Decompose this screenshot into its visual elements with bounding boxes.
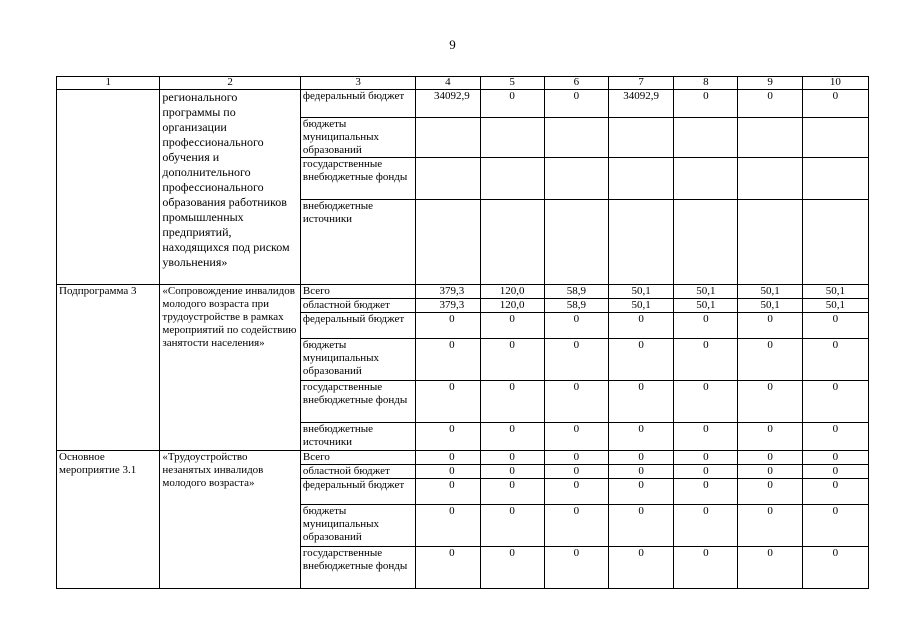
amount-cell: 0 <box>802 313 868 339</box>
program-description: «Сопровождение инвалидов молодого возраста при трудоустройстве в рамках мероприятий по содействию занятости населения» <box>160 285 301 451</box>
amount-cell <box>609 200 674 285</box>
amount-cell <box>544 158 608 200</box>
funding-source-label: федеральный бюджет <box>300 313 415 339</box>
amount-cell: 0 <box>416 505 480 547</box>
amount-cell: 0 <box>802 339 868 381</box>
amount-cell <box>674 158 738 200</box>
table-row <box>57 451 869 465</box>
funding-source-label: Всего <box>300 285 415 299</box>
amount-cell: 0 <box>674 381 738 423</box>
amount-cell: 0 <box>738 339 802 381</box>
amount-cell: 0 <box>544 465 608 479</box>
amount-cell: 120,0 <box>480 299 544 313</box>
column-header: 3 <box>300 77 415 90</box>
amount-cell <box>738 200 802 285</box>
funding-source-label: внебюджетные источники <box>300 423 415 451</box>
amount-cell <box>544 200 608 285</box>
amount-cell: 0 <box>544 90 608 118</box>
funding-source-label: федеральный бюджет <box>300 90 415 118</box>
amount-cell: 0 <box>544 339 608 381</box>
amount-cell: 0 <box>802 90 868 118</box>
amount-cell: 0 <box>609 451 674 465</box>
amount-cell <box>480 118 544 158</box>
amount-cell: 0 <box>416 465 480 479</box>
amount-cell: 0 <box>674 451 738 465</box>
amount-cell: 0 <box>674 547 738 589</box>
table-row <box>57 285 869 299</box>
program-description: «Трудоустройство незанятых инвалидов молодого возраста» <box>160 451 301 589</box>
amount-cell: 0 <box>416 313 480 339</box>
amount-cell <box>480 158 544 200</box>
amount-cell: 0 <box>480 423 544 451</box>
amount-cell <box>609 118 674 158</box>
amount-cell: 0 <box>674 505 738 547</box>
funding-source-label: бюджеты муниципальных образований <box>300 505 415 547</box>
amount-cell: 0 <box>416 479 480 505</box>
funding-source-label: областной бюджет <box>300 299 415 313</box>
amount-cell <box>416 158 480 200</box>
amount-cell: 0 <box>609 505 674 547</box>
amount-cell: 50,1 <box>802 299 868 313</box>
amount-cell <box>609 158 674 200</box>
amount-cell: 0 <box>738 423 802 451</box>
amount-cell <box>674 200 738 285</box>
amount-cell: 0 <box>674 339 738 381</box>
amount-cell: 0 <box>480 90 544 118</box>
amount-cell <box>416 200 480 285</box>
column-header: 5 <box>480 77 544 90</box>
amount-cell: 0 <box>416 381 480 423</box>
column-number-row <box>57 77 869 90</box>
amount-cell: 120,0 <box>480 285 544 299</box>
amount-cell: 0 <box>416 423 480 451</box>
amount-cell <box>674 118 738 158</box>
amount-cell: 58,9 <box>544 285 608 299</box>
amount-cell: 0 <box>802 547 868 589</box>
funding-source-label: государственные внебюджетные фонды <box>300 158 415 200</box>
amount-cell: 0 <box>802 451 868 465</box>
amount-cell: 0 <box>480 547 544 589</box>
amount-cell: 0 <box>609 465 674 479</box>
amount-cell: 0 <box>480 451 544 465</box>
column-header: 7 <box>609 77 674 90</box>
amount-cell <box>544 118 608 158</box>
amount-cell: 0 <box>802 465 868 479</box>
amount-cell: 0 <box>609 423 674 451</box>
column-header: 8 <box>674 77 738 90</box>
amount-cell: 50,1 <box>738 299 802 313</box>
amount-cell: 0 <box>544 479 608 505</box>
funding-source-label: бюджеты муниципальных образований <box>300 118 415 158</box>
amount-cell: 379,3 <box>416 285 480 299</box>
amount-cell: 0 <box>544 381 608 423</box>
amount-cell: 50,1 <box>674 299 738 313</box>
amount-cell: 0 <box>738 313 802 339</box>
amount-cell: 0 <box>544 313 608 339</box>
amount-cell: 0 <box>802 381 868 423</box>
funding-source-label: федеральный бюджет <box>300 479 415 505</box>
amount-cell: 50,1 <box>738 285 802 299</box>
amount-cell: 0 <box>544 547 608 589</box>
amount-cell: 0 <box>609 313 674 339</box>
amount-cell: 379,3 <box>416 299 480 313</box>
amount-cell: 0 <box>609 547 674 589</box>
funding-source-label: государственные внебюджетные фонды <box>300 381 415 423</box>
amount-cell: 0 <box>802 479 868 505</box>
amount-cell: 0 <box>738 547 802 589</box>
program-name <box>57 90 160 285</box>
funding-source-label: бюджеты муниципальных образований <box>300 339 415 381</box>
amount-cell: 0 <box>480 479 544 505</box>
funding-source-label: Всего <box>300 451 415 465</box>
table-row <box>57 90 869 118</box>
amount-cell <box>416 118 480 158</box>
amount-cell: 0 <box>480 381 544 423</box>
amount-cell: 50,1 <box>609 285 674 299</box>
amount-cell: 0 <box>416 547 480 589</box>
amount-cell: 0 <box>802 505 868 547</box>
amount-cell: 0 <box>480 313 544 339</box>
amount-cell: 0 <box>544 451 608 465</box>
amount-cell: 0 <box>544 423 608 451</box>
amount-cell <box>802 118 868 158</box>
amount-cell <box>480 200 544 285</box>
amount-cell <box>738 158 802 200</box>
column-header: 9 <box>738 77 802 90</box>
amount-cell: 0 <box>674 90 738 118</box>
amount-cell <box>738 118 802 158</box>
amount-cell: 0 <box>674 313 738 339</box>
amount-cell: 0 <box>802 423 868 451</box>
amount-cell: 0 <box>674 423 738 451</box>
amount-cell: 0 <box>674 465 738 479</box>
amount-cell: 34092,9 <box>416 90 480 118</box>
amount-cell <box>802 200 868 285</box>
program-name: Основное мероприятие 3.1 <box>57 451 160 589</box>
funding-source-label: областной бюджет <box>300 465 415 479</box>
budget-table <box>56 76 869 589</box>
column-header: 10 <box>802 77 868 90</box>
amount-cell: 0 <box>738 451 802 465</box>
amount-cell: 0 <box>609 479 674 505</box>
amount-cell: 0 <box>738 505 802 547</box>
amount-cell <box>802 158 868 200</box>
column-header: 2 <box>160 77 301 90</box>
amount-cell: 0 <box>738 381 802 423</box>
program-description: регионального программы по организации профессионального обучения и дополнительного профессионального образования работников промышленных предприятий, находящихся под риском увольнения» <box>160 90 301 285</box>
column-header: 6 <box>544 77 608 90</box>
amount-cell: 0 <box>416 339 480 381</box>
funding-source-label: государственные внебюджетные фонды <box>300 547 415 589</box>
amount-cell: 0 <box>738 479 802 505</box>
amount-cell: 50,1 <box>674 285 738 299</box>
program-name: Подпрограмма 3 <box>57 285 160 451</box>
amount-cell: 50,1 <box>802 285 868 299</box>
amount-cell: 0 <box>480 339 544 381</box>
amount-cell: 34092,9 <box>609 90 674 118</box>
amount-cell: 50,1 <box>609 299 674 313</box>
amount-cell: 0 <box>609 339 674 381</box>
column-header: 4 <box>416 77 480 90</box>
column-header: 1 <box>57 77 160 90</box>
amount-cell: 0 <box>738 465 802 479</box>
amount-cell: 0 <box>480 465 544 479</box>
amount-cell: 0 <box>609 381 674 423</box>
amount-cell: 0 <box>480 505 544 547</box>
amount-cell: 0 <box>674 479 738 505</box>
amount-cell: 58,9 <box>544 299 608 313</box>
amount-cell: 0 <box>544 505 608 547</box>
page-number: 9 <box>449 37 456 52</box>
funding-source-label: внебюджетные источники <box>300 200 415 285</box>
amount-cell: 0 <box>416 451 480 465</box>
amount-cell: 0 <box>738 90 802 118</box>
